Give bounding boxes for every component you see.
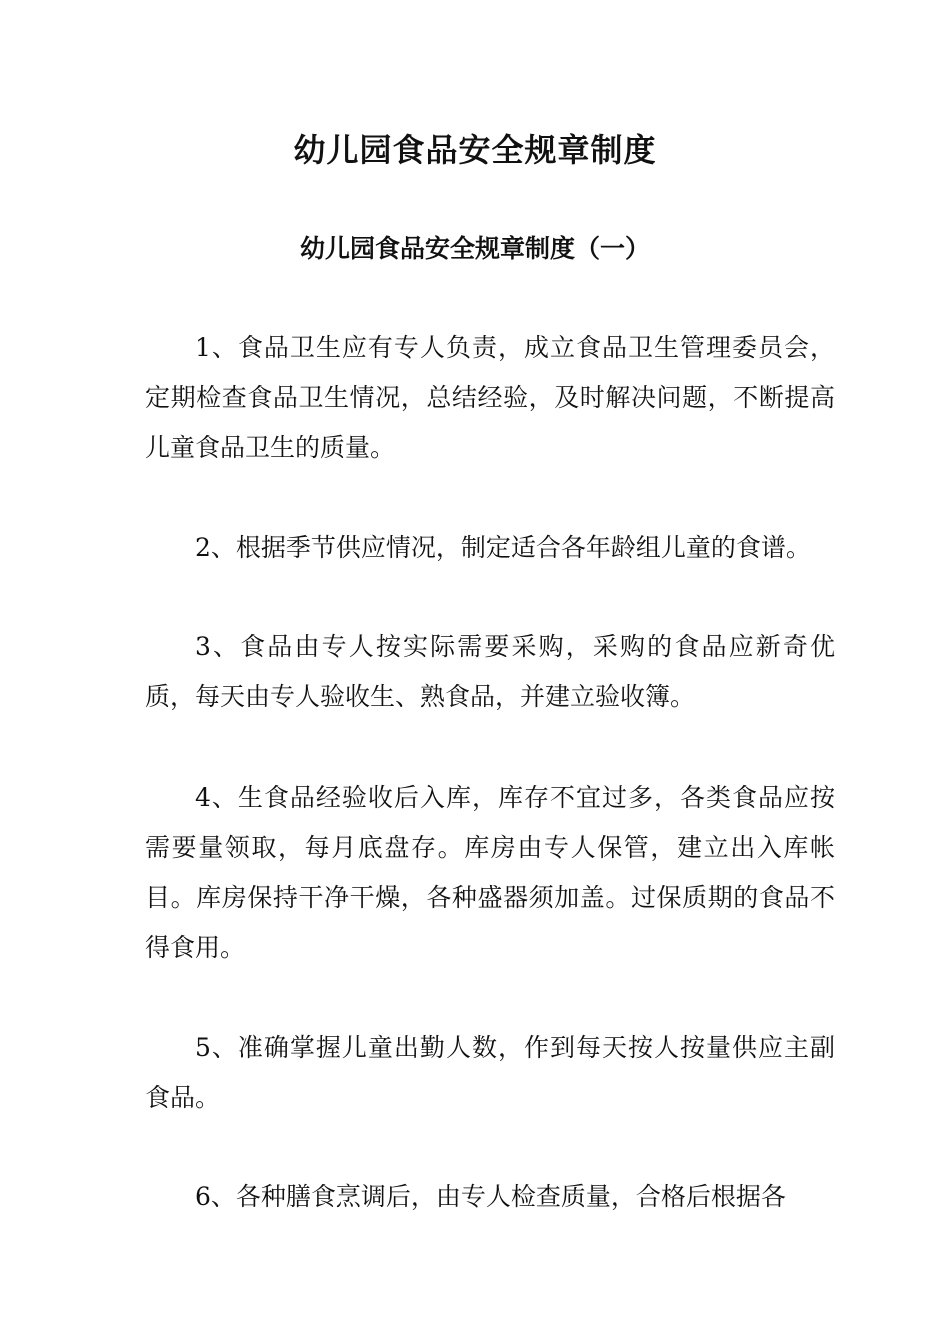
- document-title: 幼儿园食品安全规章制度: [293, 131, 657, 169]
- paragraph-1: 1、食品卫生应有专人负责，成立食品卫生管理委员会，定期检查食品卫生情况，总结经验，及时解决问题，不断提高儿童食品卫生的质量。: [145, 333, 835, 462]
- paragraph-6: 6、各种膳食烹调后，由专人检查质量，合格后根据各: [195, 1182, 786, 1211]
- paragraph-5: 5、准确掌握儿童出勤人数，作到每天按人按量供应主副食品。: [145, 1033, 835, 1112]
- paragraph-4: 4、生食品经验收后入库，库存不宜过多，各类食品应按需要量领取，每月底盘存。库房由专人保管，建立出入库帐目。库房保持干净干燥，各种盛器须加盖。过保质期的食品不得食用。: [145, 783, 835, 962]
- paragraph-2: 2、根据季节供应情况，制定适合各年龄组儿童的食谱。: [195, 533, 811, 562]
- paragraph-3: 3、食品由专人按实际需要采购，采购的食品应新奇优质，每天由专人验收生、熟食品，并建立验收簿。: [145, 632, 835, 711]
- document-subtitle: 幼儿园食品安全规章制度（一）: [299, 234, 650, 263]
